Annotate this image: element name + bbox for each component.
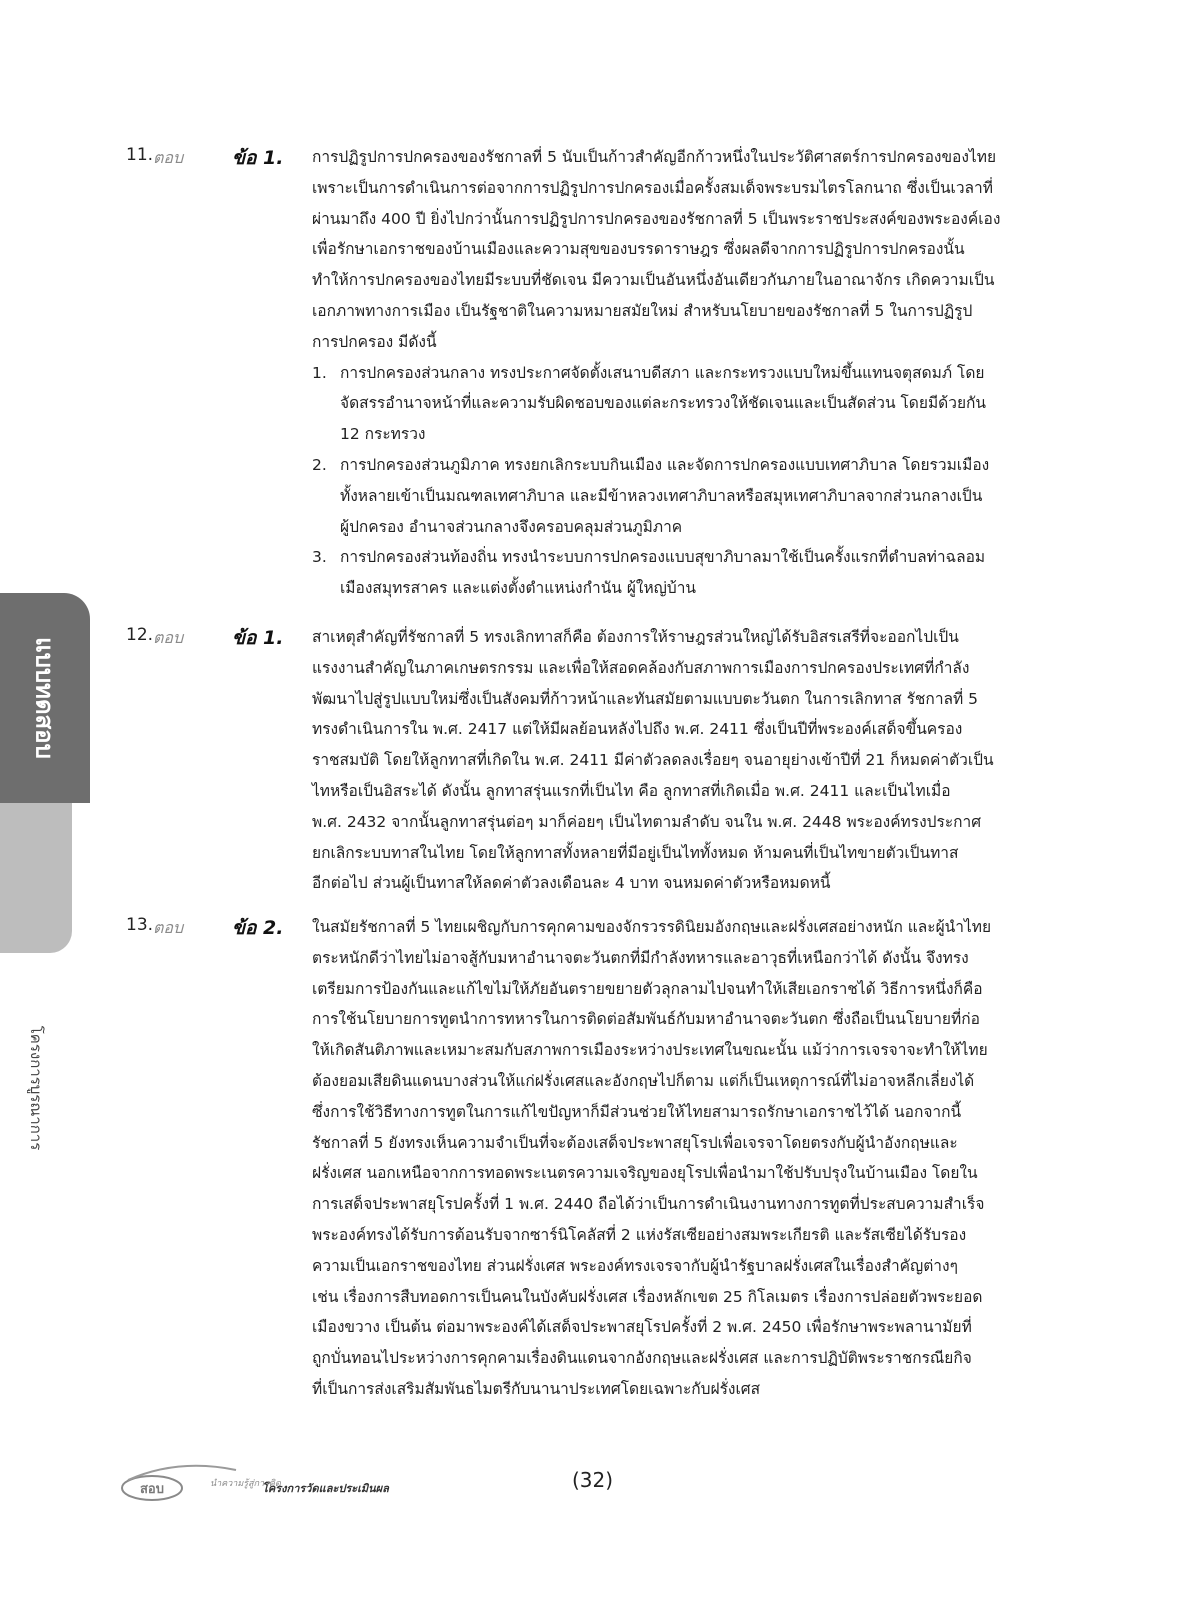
answer-text-line: เมืองขวาง เป็นต้น ต่อมาพระองค์ได้เสด็จประพาสยุโรปครั้งที่ 2 พ.ศ. 2450 เพื่อรักษาพระพลานามัยที่ — [312, 1318, 972, 1337]
answer-text-line: อีกต่อไป ส่วนผู้เป็นทาสให้ลดค่าตัวลงเดือนละ 4 บาท จนหมดค่าตัวหรือหมดหนี้ — [312, 874, 831, 893]
answer-choice: ข้อ 1. — [232, 147, 284, 169]
list-item-text-line: เมืองสมุทรสาคร และแต่งตั้งตำแหน่งกำนัน ผู้ใหญ่บ้าน — [340, 579, 697, 598]
page-number: (32) — [572, 1468, 614, 1492]
answer-text-line: ในสมัยรัชกาลที่ 5 ไทยเผชิญกับการคุกคามของจักรวรรดินิยมอังกฤษและฝรั่งเศสอย่างหนัก และผู้นำไทย — [312, 918, 992, 936]
answer-text-line: เช่น เรื่องการสืบทอดการเป็นคนในบังคับฝรั่งเศส เรื่องหลักเขต 25 กิโลเมตร เรื่องการปล่อยตัวพระยอด — [312, 1287, 983, 1306]
answer-text-line: เอกภาพทางการเมือง เป็นรัฐชาติในความหมายสมัยใหม่ สำหรับนโยบายของรัชกาลที่ 5 ในการปฏิรูป — [312, 302, 973, 320]
list-item-text-line: ทั้งหลายเข้าเป็นมณฑลเทศาภิบาล และมีข้าหลวงเทศาภิบาลหรือสมุหเทศาภิบาลจากส่วนกลางเป็น — [340, 486, 983, 505]
side-tab-main-panel — [0, 593, 90, 803]
list-item-text-line: ผู้ปกครอง อำนาจส่วนกลางจึงครอบคลุมส่วนภูมิภาค — [340, 517, 683, 536]
answer-text-line: การเสด็จประพาสยุโรปครั้งที่ 1 พ.ศ. 2440 ถือได้ว่าเป็นการดำเนินงานทางการทูตที่ประสบความสำเร็จ — [312, 1195, 985, 1214]
answer-number: 13. — [126, 915, 154, 935]
answer-text-line: ตระหนักดีว่าไทยไม่อาจสู้กับมหาอำนาจตะวันตกที่มีกำลังทหารและอาวุธที่เหนือกว่าได้ ดังนั้น จึงทรง — [312, 948, 969, 967]
answer-text-line: รัชกาลที่ 5 ยังทรงเห็นความจำเป็นที่จะต้องเสด็จประพาสยุโรปเพื่อเจรจาโดยตรงกับผู้นำอังกฤษและ — [312, 1133, 958, 1152]
answer-number: 11. — [126, 145, 154, 165]
footer-slogan: นำความรู้สู่การคิด — [210, 1479, 281, 1489]
answer-text-line: พระองค์ทรงได้รับการต้อนรับจากซาร์นิโคลัสที่ 2 แห่งรัสเซียอย่างสมพระเกียรติ และรัสเซียได้รับรอง — [312, 1226, 967, 1244]
answer-text-line: การปกครอง มีดังนี้ — [312, 332, 437, 351]
answer-text-line: ให้เกิดสันติภาพและเหมาะสมกับสภาพการเมืองระหว่างประเทศในขณะนั้น แม้ว่าการเจรจาจะทำให้ไทย — [312, 1041, 988, 1060]
answer-text-line: ซึ่งการใช้วิธีทางการทูตในการแก้ไขปัญหาก็มีส่วนช่วยให้ไทยสามารถรักษาเอกราชไว้ได้ นอกจากนี้ — [312, 1102, 962, 1121]
answer-text-line: ฝรั่งเศส นอกเหนือจากการทอดพระเนตรความเจริญของยุโรปเพื่อนำมาใช้ปรับปรุงในบ้านเมือง โดยใน — [312, 1164, 978, 1183]
footer-logo-text: สอบ — [140, 1482, 164, 1497]
list-item-marker: 2. — [312, 456, 327, 474]
footer-project-name: โครงการวัดและประเมินผล — [262, 1482, 389, 1495]
list-item-marker: 1. — [312, 363, 327, 382]
list-item-text-line: การปกครองส่วนภูมิภาค ทรงยกเลิกระบบกินเมือง และจัดการปกครองแบบเทศาภิบาล โดยรวมเมือง — [340, 456, 990, 474]
answer-text-line: เตรียมการป้องกันและแก้ไขไม่ให้ภัยอันตรายขยายตัวลุกลามไปจนทำให้เสียเอกราชได้ วิธีการหนึ่งก็คือ — [312, 979, 983, 998]
side-tab-subtitle: โครงการบูรณาการ — [27, 1025, 45, 1151]
list-item-text-line: การปกครองส่วนท้องถิ่น ทรงนำระบบการปกครองแบบสุขาภิบาลมาใช้เป็นครั้งแรกที่ตำบลท่าฉลอม — [340, 548, 986, 567]
list-item-text-line: จัดสรรอำนาจหน้าที่และความรับผิดชอบของแต่ละกระทรวงให้ชัดเจนและเป็นสัดส่วน โดยมีด้วยกัน — [340, 394, 987, 413]
answer-text-line: ราชสมบัติ โดยให้ลูกทาสที่เกิดใน พ.ศ. 2411 มีค่าตัวลดลงเรื่อยๆ จนอายุย่างเข้าปีที่ 21 ก็หมดค่าตัวเป็น — [312, 751, 994, 770]
list-item-marker: 3. — [312, 548, 327, 567]
side-tab-title: แบบทดสอบ — [30, 637, 59, 759]
answer-text-line: ไทหรือเป็นอิสระได้ ดังนั้น ลูกทาสรุ่นแรกที่เป็นไท คือ ลูกทาสที่เกิดเมื่อ พ.ศ. 2411 และเป็นไทเมื่อ — [312, 782, 951, 800]
answer-label: ตอบ — [153, 918, 184, 937]
answer-text-line: ทำให้การปกครองของไทยมีระบบที่ชัดเจน มีความเป็นอันหนึ่งอันเดียวกันภายในอาณาจักร เกิดความเป็น — [312, 271, 995, 290]
answer-text-line: พัฒนาไปสู่รูปแบบใหม่ซึ่งเป็นสังคมที่ก้าวหน้าและทันสมัยตามแบบตะวันตก ในการเลิกทาส รัชกาลที่ 5 — [312, 689, 979, 708]
answer-text-line: พ.ศ. 2432 จากนั้นลูกทาสรุ่นต่อๆ มาก็ค่อยๆ เป็นไทตามลำดับ จนใน พ.ศ. 2448 พระองค์ทรงประกาศ — [312, 812, 982, 831]
answer-text-line: แรงงานสำคัญในภาคเกษตรกรรม และเพื่อให้สอดคล้องกับสภาพการเมืองการปกครองประเทศที่กำลัง — [312, 658, 970, 677]
answer-text-line: ยกเลิกระบบทาสในไทย โดยให้ลูกทาสทั้งหลายที่มีอยู่เป็นไททั้งหมด ห้ามคนที่เป็นไทขายตัวเป็นทาส — [312, 843, 959, 862]
side-tab — [0, 593, 90, 1151]
answer-text-line: ที่เป็นการส่งเสริมสัมพันธไมตรีกับนานาประเทศโดยเฉพาะกับฝรั่งเศส — [312, 1380, 761, 1398]
answer-text-line: การปฏิรูปการปกครองของรัชกาลที่ 5 นับเป็นก้าวสำคัญอีกก้าวหนึ่งในประวัติศาสตร์การปกครองของไทย — [312, 148, 997, 166]
answer-text-line: ต้องยอมเสียดินแดนบางส่วนให้แก่ฝรั่งเศสและอังกฤษไปก็ตาม แต่ก็เป็นเหตุการณ์ที่ไม่อาจหลีกเลี่ยงได้ — [312, 1072, 975, 1090]
list-item-text-line: 12 กระทรวง — [340, 425, 426, 444]
list-item-text-line: การปกครองส่วนกลาง ทรงประกาศจัดตั้งเสนาบดีสภา และกระทรวงแบบใหม่ขึ้นแทนจตุสดมภ์ โดย — [340, 363, 985, 382]
answer-text-line: ความเป็นเอกราชของไทย ส่วนฝรั่งเศส พระองค์ทรงเจรจากับผู้นำรัฐบาลฝรั่งเศสในเรื่องสำคัญต่างๆ — [312, 1256, 958, 1275]
answer-label: ตอบ — [153, 148, 184, 167]
answer-text-line: ถูกบั่นทอนไประหว่างการคุกคามเรื่องดินแดนจากอังกฤษและฝรั่งเศส และการปฏิบัติพระราชกรณียกิจ — [312, 1349, 972, 1368]
answer-text-line: เพราะเป็นการดำเนินการต่อจากการปฏิรูปการปกครองเมื่อครั้งสมเด็จพระบรมไตรโลกนาถ ซึ่งเป็นเวลาที่ — [312, 178, 993, 197]
answer-choice: ข้อ 1. — [232, 627, 284, 649]
answer-choice: ข้อ 2. — [232, 917, 284, 939]
answer-text-line: การใช้นโยบายการทูตนำการทหารในการติดต่อสัมพันธ์กับมหาอำนาจตะวันตก ซึ่งถือเป็นนโยบายที่ก่อ — [312, 1010, 980, 1029]
answer-text-line: ทรงดำเนินการใน พ.ศ. 2417 แต่ให้มีผลย้อนหลังไปถึง พ.ศ. 2411 ซึ่งเป็นปีที่พระองค์เสด็จขึ้นครอง — [312, 720, 963, 739]
answer-number: 12. — [126, 625, 154, 645]
answer-text-line: ผ่านมาถึง 400 ปี ยิ่งไปกว่านั้นการปฏิรูปการปกครองของรัชกาลที่ 5 เป็นพระราชประสงค์ของพระองค์เอง — [312, 209, 1001, 228]
answer-text-line: สาเหตุสำคัญที่รัชกาลที่ 5 ทรงเลิกทาสก็คือ ต้องการให้ราษฎรส่วนใหญ่ได้รับอิสรเสรีที่จะออกไปเป็น — [312, 628, 959, 646]
answer-text-line: เพื่อรักษาเอกราชของบ้านเมืองและความสุขของบรรดาราษฎร ซึ่งผลดีจากการปฏิรูปการปกครองนั้น — [312, 240, 965, 259]
side-tab-sub-panel — [0, 803, 72, 1151]
answer-label: ตอบ — [153, 628, 184, 647]
